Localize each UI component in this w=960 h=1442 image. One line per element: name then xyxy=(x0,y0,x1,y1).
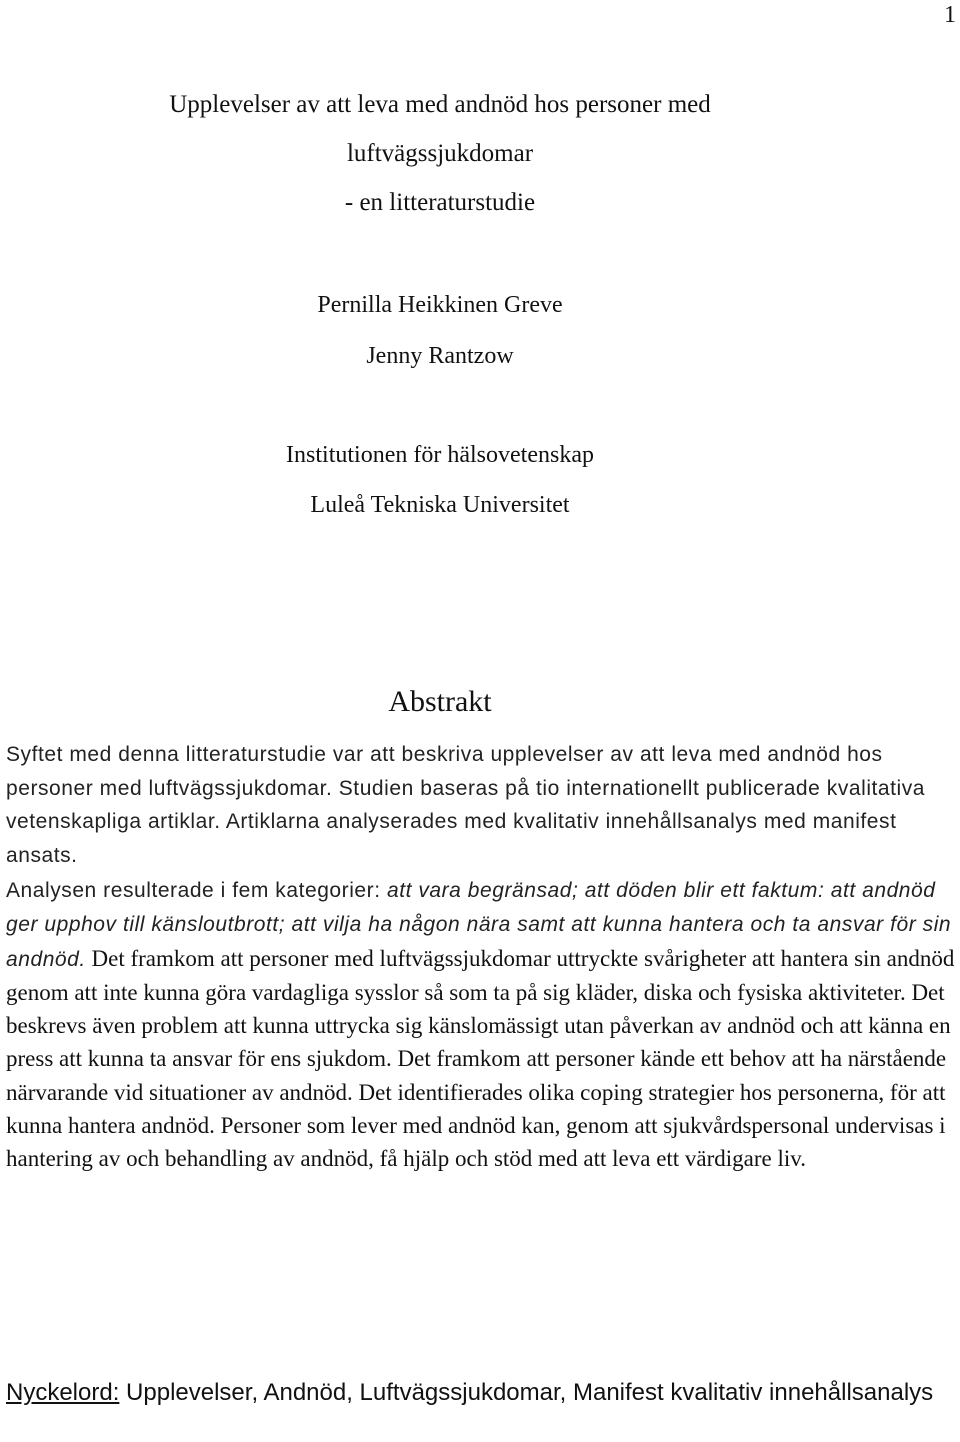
university: Luleå Tekniska Universitet xyxy=(310,492,570,518)
title-line-3: - en litteraturstudie xyxy=(344,189,536,216)
author-2: Jenny Rantzow xyxy=(366,343,514,369)
keywords-values: Upplevelser, Andnöd, Luftvägssjukdomar, Manifest kvalitativ innehållsanalys xyxy=(119,1379,934,1406)
affiliation xyxy=(0,430,880,530)
results-categories: att vara begränsad; att döden blir ett faktum: att andnöd ger upphov till känsloutbrott; att vilja ha någon nära samt att kunna hantera och ta ansvar för sin andnöd. xyxy=(6,879,952,971)
keywords xyxy=(6,1376,956,1409)
keywords-label: Nyckelord: xyxy=(6,1379,120,1406)
author-1: Pernilla Heikkinen Greve xyxy=(317,292,563,318)
department: Institutionen för hälsovetenskap xyxy=(286,442,594,468)
authors xyxy=(0,280,880,382)
results-lead: Analysen resulterade i fem kategorier: xyxy=(6,879,387,902)
title-line-1: Upplevelser av att leva med andnöd hos personer med xyxy=(169,91,711,118)
title-line-2: luftvägssjukdomar xyxy=(346,140,534,167)
abstract-body xyxy=(6,873,956,1176)
page-number: 1 xyxy=(944,2,956,28)
abstract-heading: Abstrakt xyxy=(388,685,492,718)
document-title xyxy=(0,80,880,227)
results-body: Det framkom att personer med luftvägssjukdomar uttryckte svårigheter att hantera sin andnöd genom att inte kunna göra vardagliga sysslor så som ta på sig kläder, diska och fysiska aktiviteter. Det beskrevs även problem att kunna uttrycka sig känslomässigt utan påverkan av andnöd och att känna en press att kunna ta ansvar för ens sjukdom. Det framkom att personer kände ett behov att ha närstående närvarande vid situationer av andnöd. Det identifierades olika coping strategier hos personerna, för att kunna hantera andnöd. Personer som lever med andnöd kan, genom att sjukvårdspersonal undervisas i hantering av och behandling av andnöd, få hjälp och stöd med att leva ett värdigare liv. xyxy=(6,945,955,1172)
abstract-intro: Syftet med denna litteraturstudie var att beskriva upplevelser av att leva med andnöd hos personer med luftvägssjukdomar. Studien baseras på tio internationellt publicerade kvalitativa vetenskapliga artiklar. Artiklarna analyserades med kvalitativ innehållsanalys med manifest ansats. xyxy=(6,743,926,867)
abstract-results-paragraph xyxy=(6,873,956,1176)
